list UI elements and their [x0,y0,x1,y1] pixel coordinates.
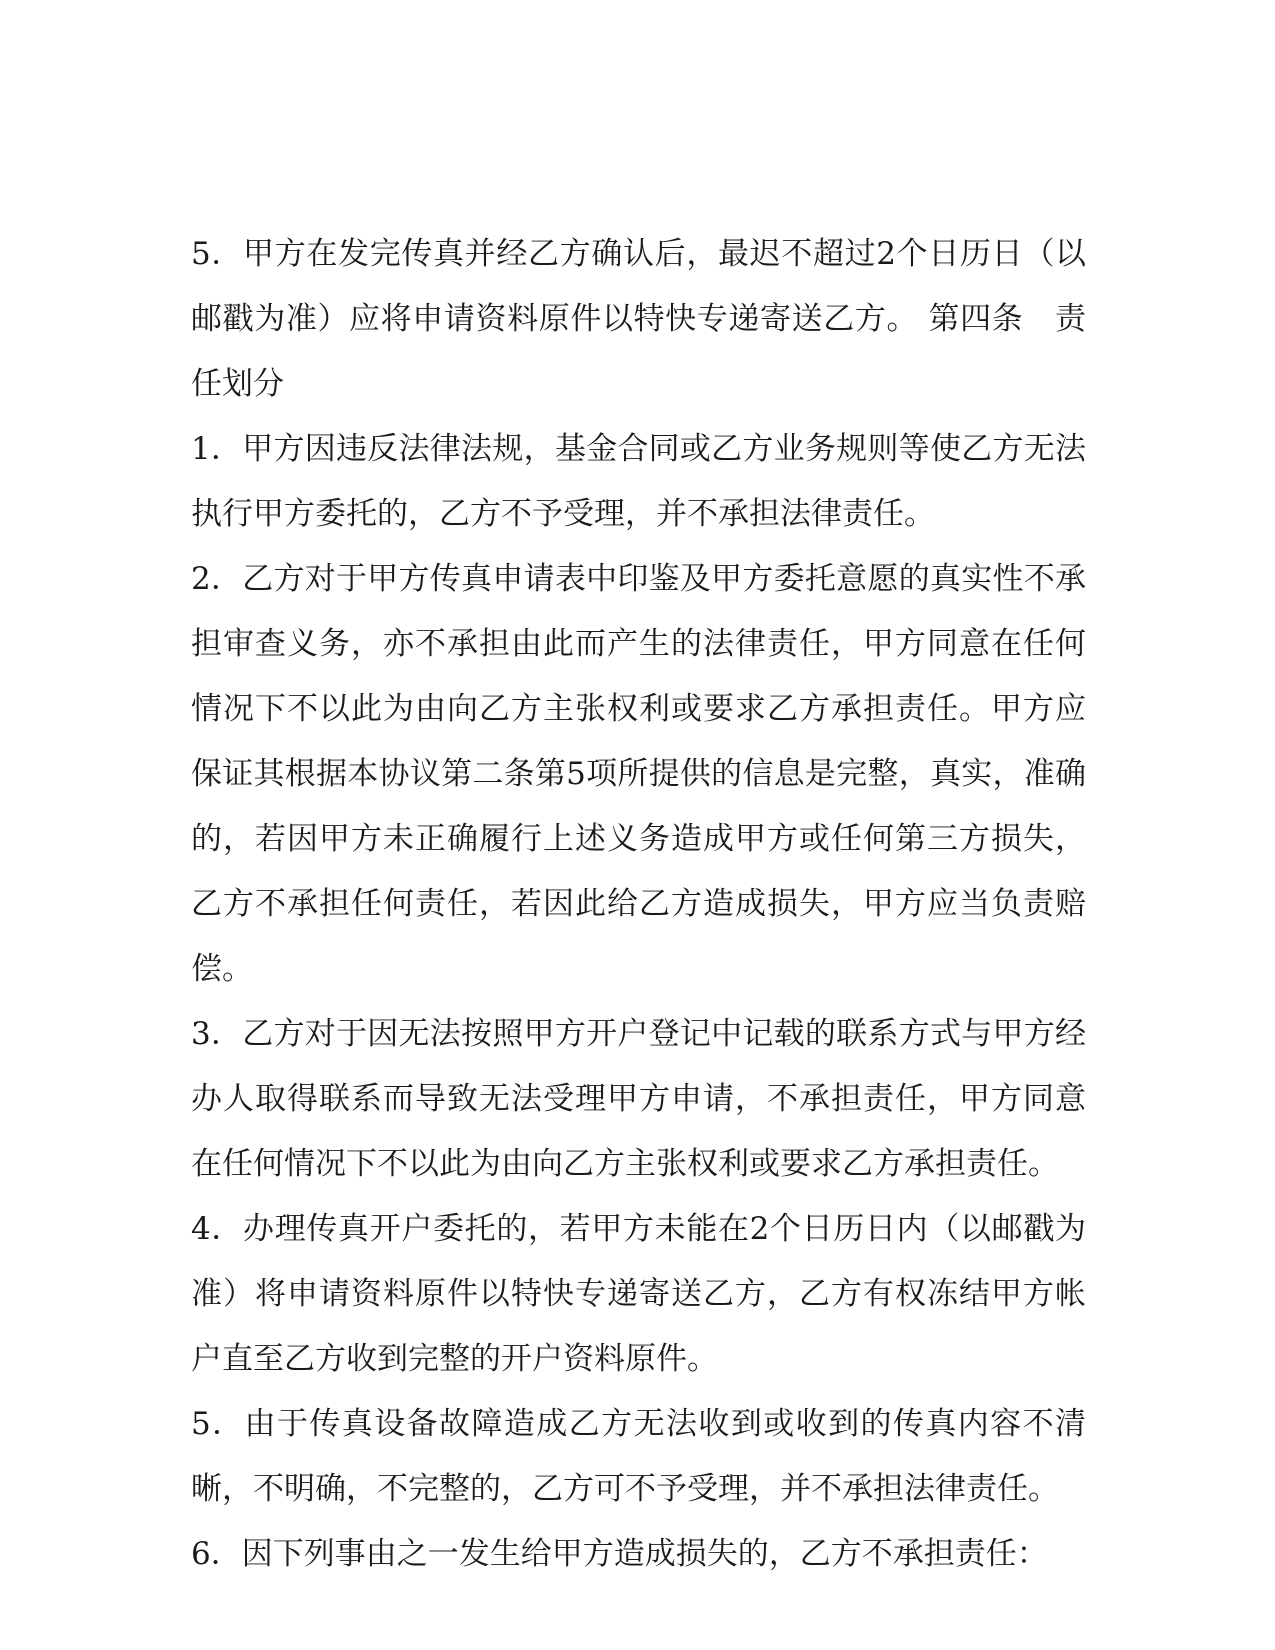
paragraph-item-4: 4．办理传真开户委托的，若甲方未能在2个日历日内（以邮戳为准）将申请资料原件以特快专递寄送乙方，乙方有权冻结甲方帐户直至乙方收到完整的开户资料原件。 [191,1211,1086,1377]
paragraph-item-5: 5．由于传真设备故障造成乙方无法收到或收到的传真内容不清晰，不明确，不完整的，乙方可不予受理，并不承担法律责任。 [191,1406,1086,1507]
paragraph-clause-5-fax-originals: 5．甲方在发完传真并经乙方确认后，最迟不超过2个日历日（以邮戳为准）应将申请资料原件以特快专递寄送乙方。 第四条 责任划分 [191,236,1086,402]
paragraph-item-1: 1．甲方因违反法律法规，基金合同或乙方业务规则等使乙方无法执行甲方委托的，乙方不予受理，并不承担法律责任。 [191,431,1086,532]
paragraph-item-3: 3．乙方对于因无法按照甲方开户登记中记载的联系方式与甲方经办人取得联系而导致无法受理甲方申请，不承担责任，甲方同意在任何情况下不以此为由向乙方主张权利或要求乙方承担责任。 [191,1016,1086,1182]
paragraph-item-6: 6．因下列事由之一发生给甲方造成损失的，乙方不承担责任： [191,1536,1048,1572]
document-body [191,222,1086,1587]
paragraph-item-2: 2．乙方对于甲方传真申请表中印鉴及甲方委托意愿的真实性不承担审查义务，亦不承担由此而产生的法律责任，甲方同意在任何情况下不以此为由向乙方主张权利或要求乙方承担责任。甲方应保证其根据本协议第二条第5项所提供的信息是完整，真实，准确的，若因甲方未正确履行上述义务造成甲方或任何第三方损失，乙方不承担任何责任，若因此给乙方造成损失，甲方应当负责赔偿。 [191,561,1086,987]
